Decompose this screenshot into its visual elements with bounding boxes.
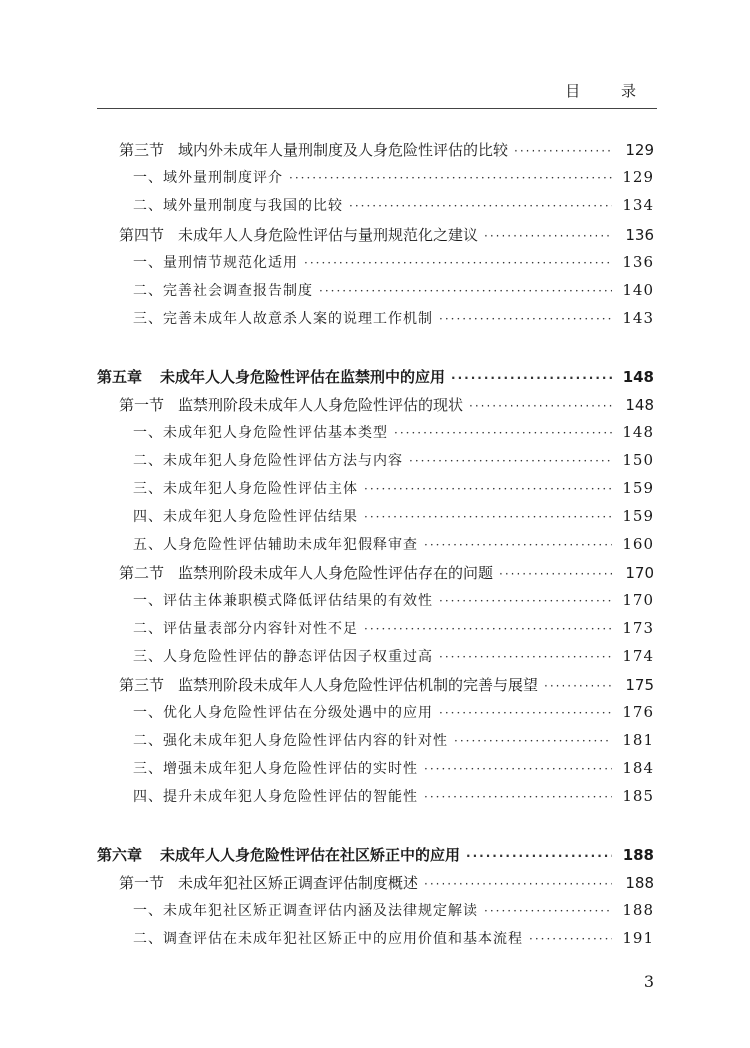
toc-entry-label bbox=[133, 195, 343, 215]
toc-page-number: 191 bbox=[622, 929, 654, 947]
toc-chapter-entry[interactable] bbox=[0, 844, 750, 868]
dot-leader bbox=[484, 229, 612, 243]
toc-section-entry[interactable] bbox=[0, 674, 750, 698]
toc-entry-title: 三、增强未成年犯人身危险性评估的实时性 bbox=[133, 761, 418, 777]
toc-entry-label bbox=[133, 534, 418, 554]
dot-leader bbox=[439, 594, 612, 608]
toc-page-number: 129 bbox=[625, 141, 654, 159]
toc-page-number: 185 bbox=[622, 787, 654, 805]
toc-entry-title: 二、调查评估在未成年犯社区矫正中的应用价值和基本流程 bbox=[133, 931, 523, 947]
toc-entry-title: 二、完善社会调查报告制度 bbox=[133, 283, 313, 299]
toc-section-entry[interactable] bbox=[0, 872, 750, 896]
toc-entry-label bbox=[133, 900, 478, 920]
toc-entry-title: 二、未成年犯人身危险性评估方法与内容 bbox=[133, 453, 403, 469]
toc-entry-title: 未成年人人身危险性评估在社区矫正中的应用 bbox=[160, 846, 461, 864]
toc-entry-title: 监禁刑阶段未成年人人身危险性评估存在的问题 bbox=[178, 564, 494, 582]
section-number: 第三节 bbox=[119, 676, 165, 694]
toc-entry-title: 未成年人人身危险性评估与量刑规范化之建议 bbox=[178, 226, 479, 244]
section-number: 第二节 bbox=[119, 564, 165, 582]
toc-page-number: 188 bbox=[625, 874, 654, 892]
toc-item-entry[interactable] bbox=[0, 928, 750, 952]
toc-item-entry[interactable] bbox=[0, 195, 750, 219]
toc-entry-label bbox=[97, 844, 460, 865]
dot-leader bbox=[319, 284, 612, 298]
toc-page-number: 170 bbox=[622, 591, 654, 609]
toc-entry-label bbox=[133, 702, 433, 722]
toc-entry-title: 二、域外量刑制度与我国的比较 bbox=[133, 198, 343, 214]
toc-item-entry[interactable] bbox=[0, 786, 750, 810]
header-rule bbox=[97, 108, 657, 109]
toc-entry-title: 三、未成年犯人身危险性评估主体 bbox=[133, 481, 358, 497]
chapter-number: 第五章 bbox=[97, 368, 143, 386]
toc-page-number: 160 bbox=[622, 535, 654, 553]
dot-leader bbox=[544, 679, 612, 693]
toc-item-entry[interactable] bbox=[0, 702, 750, 726]
toc-item-entry[interactable] bbox=[0, 758, 750, 782]
dot-leader bbox=[424, 762, 612, 776]
toc-page-number: 136 bbox=[622, 253, 654, 271]
toc-entry-label bbox=[133, 308, 433, 328]
section-number: 第一节 bbox=[119, 874, 165, 892]
toc-page-number: 150 bbox=[622, 451, 654, 469]
dot-leader bbox=[529, 932, 612, 946]
toc-item-entry[interactable] bbox=[0, 422, 750, 446]
toc-entry-label bbox=[119, 139, 508, 160]
dot-leader bbox=[469, 399, 612, 413]
toc-item-entry[interactable] bbox=[0, 534, 750, 558]
toc-entry-title: 域内外未成年人量刑制度及人身危险性评估的比较 bbox=[178, 141, 509, 159]
dot-leader bbox=[439, 312, 612, 326]
toc-entry-title: 一、未成年犯人身危险性评估基本类型 bbox=[133, 425, 388, 441]
toc-item-entry[interactable] bbox=[0, 730, 750, 754]
toc-entry-label bbox=[97, 366, 445, 387]
running-header-title: 目 录 bbox=[565, 82, 654, 100]
toc-item-entry[interactable] bbox=[0, 450, 750, 474]
section-number: 第三节 bbox=[119, 141, 165, 159]
dot-leader bbox=[394, 426, 612, 440]
toc-entry-title: 未成年犯社区矫正调查评估制度概述 bbox=[178, 874, 419, 892]
toc-item-entry[interactable] bbox=[0, 167, 750, 191]
toc-entry-label bbox=[133, 252, 298, 272]
toc-page-number: 170 bbox=[625, 564, 654, 582]
toc-page-number: 136 bbox=[625, 226, 654, 244]
toc-entry-title: 三、完善未成年人故意杀人案的说理工作机制 bbox=[133, 311, 433, 327]
toc-entry-label bbox=[119, 674, 538, 695]
toc-entry-title: 监禁刑阶段未成年人人身危险性评估的现状 bbox=[178, 396, 464, 414]
toc-page-number: 188 bbox=[622, 846, 654, 864]
toc-entry-title: 一、评估主体兼职模式降低评估结果的有效性 bbox=[133, 593, 433, 609]
toc-page-number: 140 bbox=[622, 281, 654, 299]
toc-page-number: 181 bbox=[622, 731, 654, 749]
dot-leader bbox=[439, 650, 612, 664]
dot-leader bbox=[466, 849, 612, 863]
toc-page-number: 134 bbox=[622, 196, 654, 214]
dot-leader bbox=[364, 482, 612, 496]
toc-entry-title: 未成年人人身危险性评估在监禁刑中的应用 bbox=[160, 368, 446, 386]
toc-entry-title: 四、未成年犯人身危险性评估结果 bbox=[133, 509, 358, 525]
toc-entry-label bbox=[133, 928, 523, 948]
toc-entry-label bbox=[133, 786, 418, 806]
toc-page-number: 176 bbox=[622, 703, 654, 721]
toc-entry-title: 五、人身危险性评估辅助未成年犯假释审查 bbox=[133, 537, 418, 553]
dot-leader bbox=[364, 510, 612, 524]
toc-entry-label bbox=[133, 167, 283, 187]
toc-entry-label bbox=[133, 590, 433, 610]
toc-page-number: 175 bbox=[625, 676, 654, 694]
dot-leader bbox=[424, 877, 612, 891]
toc-entry-label bbox=[119, 394, 463, 415]
dot-leader bbox=[514, 144, 612, 158]
toc-entry-title: 一、未成年犯社区矫正调查评估内涵及法律规定解读 bbox=[133, 903, 478, 919]
toc-entry-label bbox=[119, 562, 493, 583]
toc-page-number: 148 bbox=[625, 396, 654, 414]
toc-item-entry[interactable] bbox=[0, 900, 750, 924]
page-number: 3 bbox=[643, 972, 654, 991]
toc-entry-label bbox=[133, 618, 358, 638]
toc-page-number: 143 bbox=[622, 309, 654, 327]
toc-entry-label bbox=[133, 758, 418, 778]
toc-item-entry[interactable] bbox=[0, 478, 750, 502]
toc-section-entry[interactable] bbox=[0, 224, 750, 248]
toc-item-entry[interactable] bbox=[0, 252, 750, 276]
toc-entry-title: 四、提升未成年犯人身危险性评估的智能性 bbox=[133, 789, 418, 805]
dot-leader bbox=[289, 171, 612, 185]
toc-entry-label bbox=[133, 730, 448, 750]
dot-leader bbox=[349, 199, 612, 213]
toc-page-number: 174 bbox=[622, 647, 654, 665]
toc-page-number: 188 bbox=[622, 901, 654, 919]
dot-leader bbox=[364, 622, 612, 636]
toc-entry-title: 二、强化未成年犯人身危险性评估内容的针对性 bbox=[133, 733, 448, 749]
toc-entry-label bbox=[133, 506, 358, 526]
toc-section-entry[interactable] bbox=[0, 139, 750, 163]
toc-entry-label bbox=[133, 450, 403, 470]
toc-entry-label bbox=[133, 478, 358, 498]
dot-leader bbox=[424, 790, 612, 804]
toc-item-entry[interactable] bbox=[0, 646, 750, 670]
dot-leader bbox=[409, 454, 612, 468]
dot-leader bbox=[454, 734, 612, 748]
toc-entry-label bbox=[119, 224, 478, 245]
chapter-number: 第六章 bbox=[97, 846, 143, 864]
toc-page-number: 129 bbox=[622, 168, 654, 186]
toc-chapter-entry[interactable] bbox=[0, 366, 750, 390]
dot-leader bbox=[484, 904, 612, 918]
toc-item-entry[interactable] bbox=[0, 280, 750, 304]
toc-page-number: 184 bbox=[622, 759, 654, 777]
toc-page-number: 148 bbox=[622, 368, 654, 386]
dot-leader bbox=[439, 706, 612, 720]
toc-item-entry[interactable] bbox=[0, 308, 750, 332]
toc-entry-label bbox=[133, 422, 388, 442]
toc-item-entry[interactable] bbox=[0, 618, 750, 642]
toc-entry-label bbox=[119, 872, 418, 893]
toc-entry-label bbox=[133, 280, 313, 300]
toc-item-entry[interactable] bbox=[0, 506, 750, 530]
toc-page-number: 159 bbox=[622, 479, 654, 497]
dot-leader bbox=[304, 256, 612, 270]
section-number: 第一节 bbox=[119, 396, 165, 414]
toc-entry-title: 一、量刑情节规范化适用 bbox=[133, 255, 298, 271]
dot-leader bbox=[424, 538, 612, 552]
toc-section-entry[interactable] bbox=[0, 394, 750, 418]
toc-page-number: 148 bbox=[622, 423, 654, 441]
section-number: 第四节 bbox=[119, 226, 165, 244]
toc-entry-title: 监禁刑阶段未成年人人身危险性评估机制的完善与展望 bbox=[178, 676, 539, 694]
toc-entry-title: 一、优化人身危险性评估在分级处遇中的应用 bbox=[133, 705, 433, 721]
toc-section-entry[interactable] bbox=[0, 562, 750, 586]
dot-leader bbox=[499, 567, 612, 581]
toc-entry-title: 三、人身危险性评估的静态评估因子权重过高 bbox=[133, 649, 433, 665]
dot-leader bbox=[451, 371, 612, 385]
toc-entry-label bbox=[133, 646, 433, 666]
toc-page-number: 173 bbox=[622, 619, 654, 637]
toc-entry-title: 一、域外量刑制度评介 bbox=[133, 170, 283, 186]
toc-item-entry[interactable] bbox=[0, 590, 750, 614]
toc-page-number: 159 bbox=[622, 507, 654, 525]
toc-entry-title: 二、评估量表部分内容针对性不足 bbox=[133, 621, 358, 637]
